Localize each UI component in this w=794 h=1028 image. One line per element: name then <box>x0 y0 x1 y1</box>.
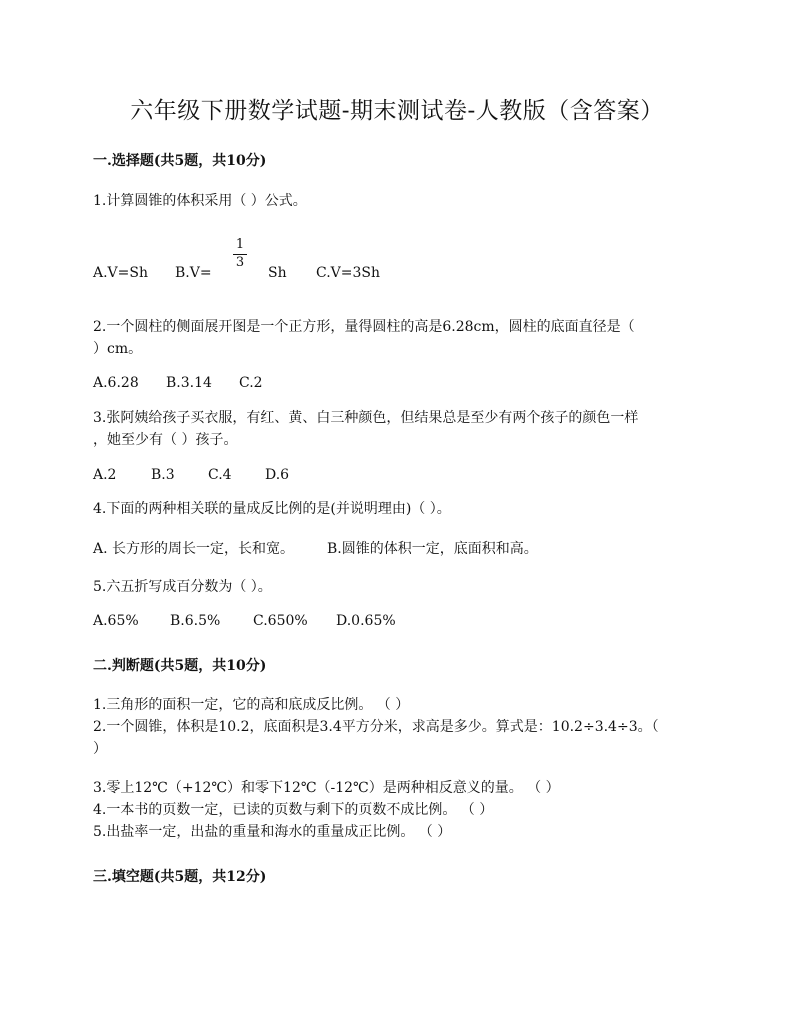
choice-q2-option-c: C.2 <box>239 375 263 391</box>
choice-question-2-line1: 2.一个圆柱的侧面展开图是一个正方形，量得圆柱的高是6.28cm，圆柱的底面直径是（ <box>93 319 635 335</box>
choice-question-5: 5.六五折写成百分数为（ ）。 <box>93 579 272 595</box>
choice-q3-option-b: B.3 <box>151 467 175 483</box>
choice-question-3-line2: ，她至少有（ ）孩子。 <box>93 432 238 448</box>
fraction-numerator: 1 <box>235 237 245 252</box>
choice-q1-option-c: C.V=3Sh <box>316 265 381 281</box>
judge-question-1: 1.三角形的面积一定，它的高和底成反比例。 （ ） <box>93 697 410 713</box>
page-title: 六年级下册数学试题-期末测试卷-人教版（含答案） <box>130 98 664 124</box>
choice-q1-option-b-prefix: B.V= <box>175 265 212 281</box>
choice-q2-option-b: B.3.14 <box>166 375 212 391</box>
choice-q4-option-b: B.圆锥的体积一定，底面积和高。 <box>327 541 538 557</box>
choice-q3-option-d: D.6 <box>265 467 290 483</box>
choice-q2-option-a: A.6.28 <box>93 375 139 391</box>
choice-q5-option-b: B.6.5% <box>170 613 221 629</box>
choice-question-1: 1.计算圆锥的体积采用（ ）公式。 <box>93 193 307 209</box>
section-heading-choice: 一.选择题(共5题，共10分) <box>93 153 267 169</box>
choice-question-4: 4.下面的两种相关联的量成反比例的是(并说明理由)（ ）。 <box>93 501 451 517</box>
fraction-one-third <box>233 238 247 270</box>
judge-question-2-line2: ） <box>93 741 107 757</box>
choice-q5-option-d: D.0.65% <box>336 613 396 629</box>
section-heading-fill: 三.填空题(共5题，共12分) <box>93 869 267 885</box>
choice-q3-option-c: C.4 <box>208 467 232 483</box>
choice-question-3-line1: 3.张阿姨给孩子买衣服，有红、黄、白三种颜色，但结果总是至少有两个孩子的颜色一样 <box>93 410 639 426</box>
judge-question-2-line1: 2.一个圆锥，体积是10.2，底面积是3.4平方分米，求高是多少。算式是：10.2÷3.4÷3。（ <box>93 719 659 735</box>
choice-q5-option-a: A.65% <box>93 613 139 629</box>
choice-q1-option-b-suffix: Sh <box>268 265 287 281</box>
judge-question-5: 5.出盐率一定，出盐的重量和海水的重量成正比例。 （ ） <box>93 824 452 840</box>
choice-q5-option-c: C.650% <box>253 613 308 629</box>
judge-question-4: 4.一本书的页数一定，已读的页数与剩下的页数不成比例。 （ ） <box>93 802 494 818</box>
choice-q1-option-a: A.V=Sh <box>93 265 149 281</box>
choice-q3-option-a: A.2 <box>93 467 117 483</box>
fraction-denominator: 3 <box>235 255 245 270</box>
choice-question-2-line2: ）cm。 <box>93 341 143 357</box>
choice-q4-option-a: A. 长方形的周长一定，长和宽。 <box>93 541 295 557</box>
judge-question-3: 3.零上12℃（+12℃）和零下12℃（-12℃）是两种相反意义的量。 （ ） <box>93 780 560 796</box>
section-heading-judge: 二.判断题(共5题，共10分) <box>93 658 267 674</box>
